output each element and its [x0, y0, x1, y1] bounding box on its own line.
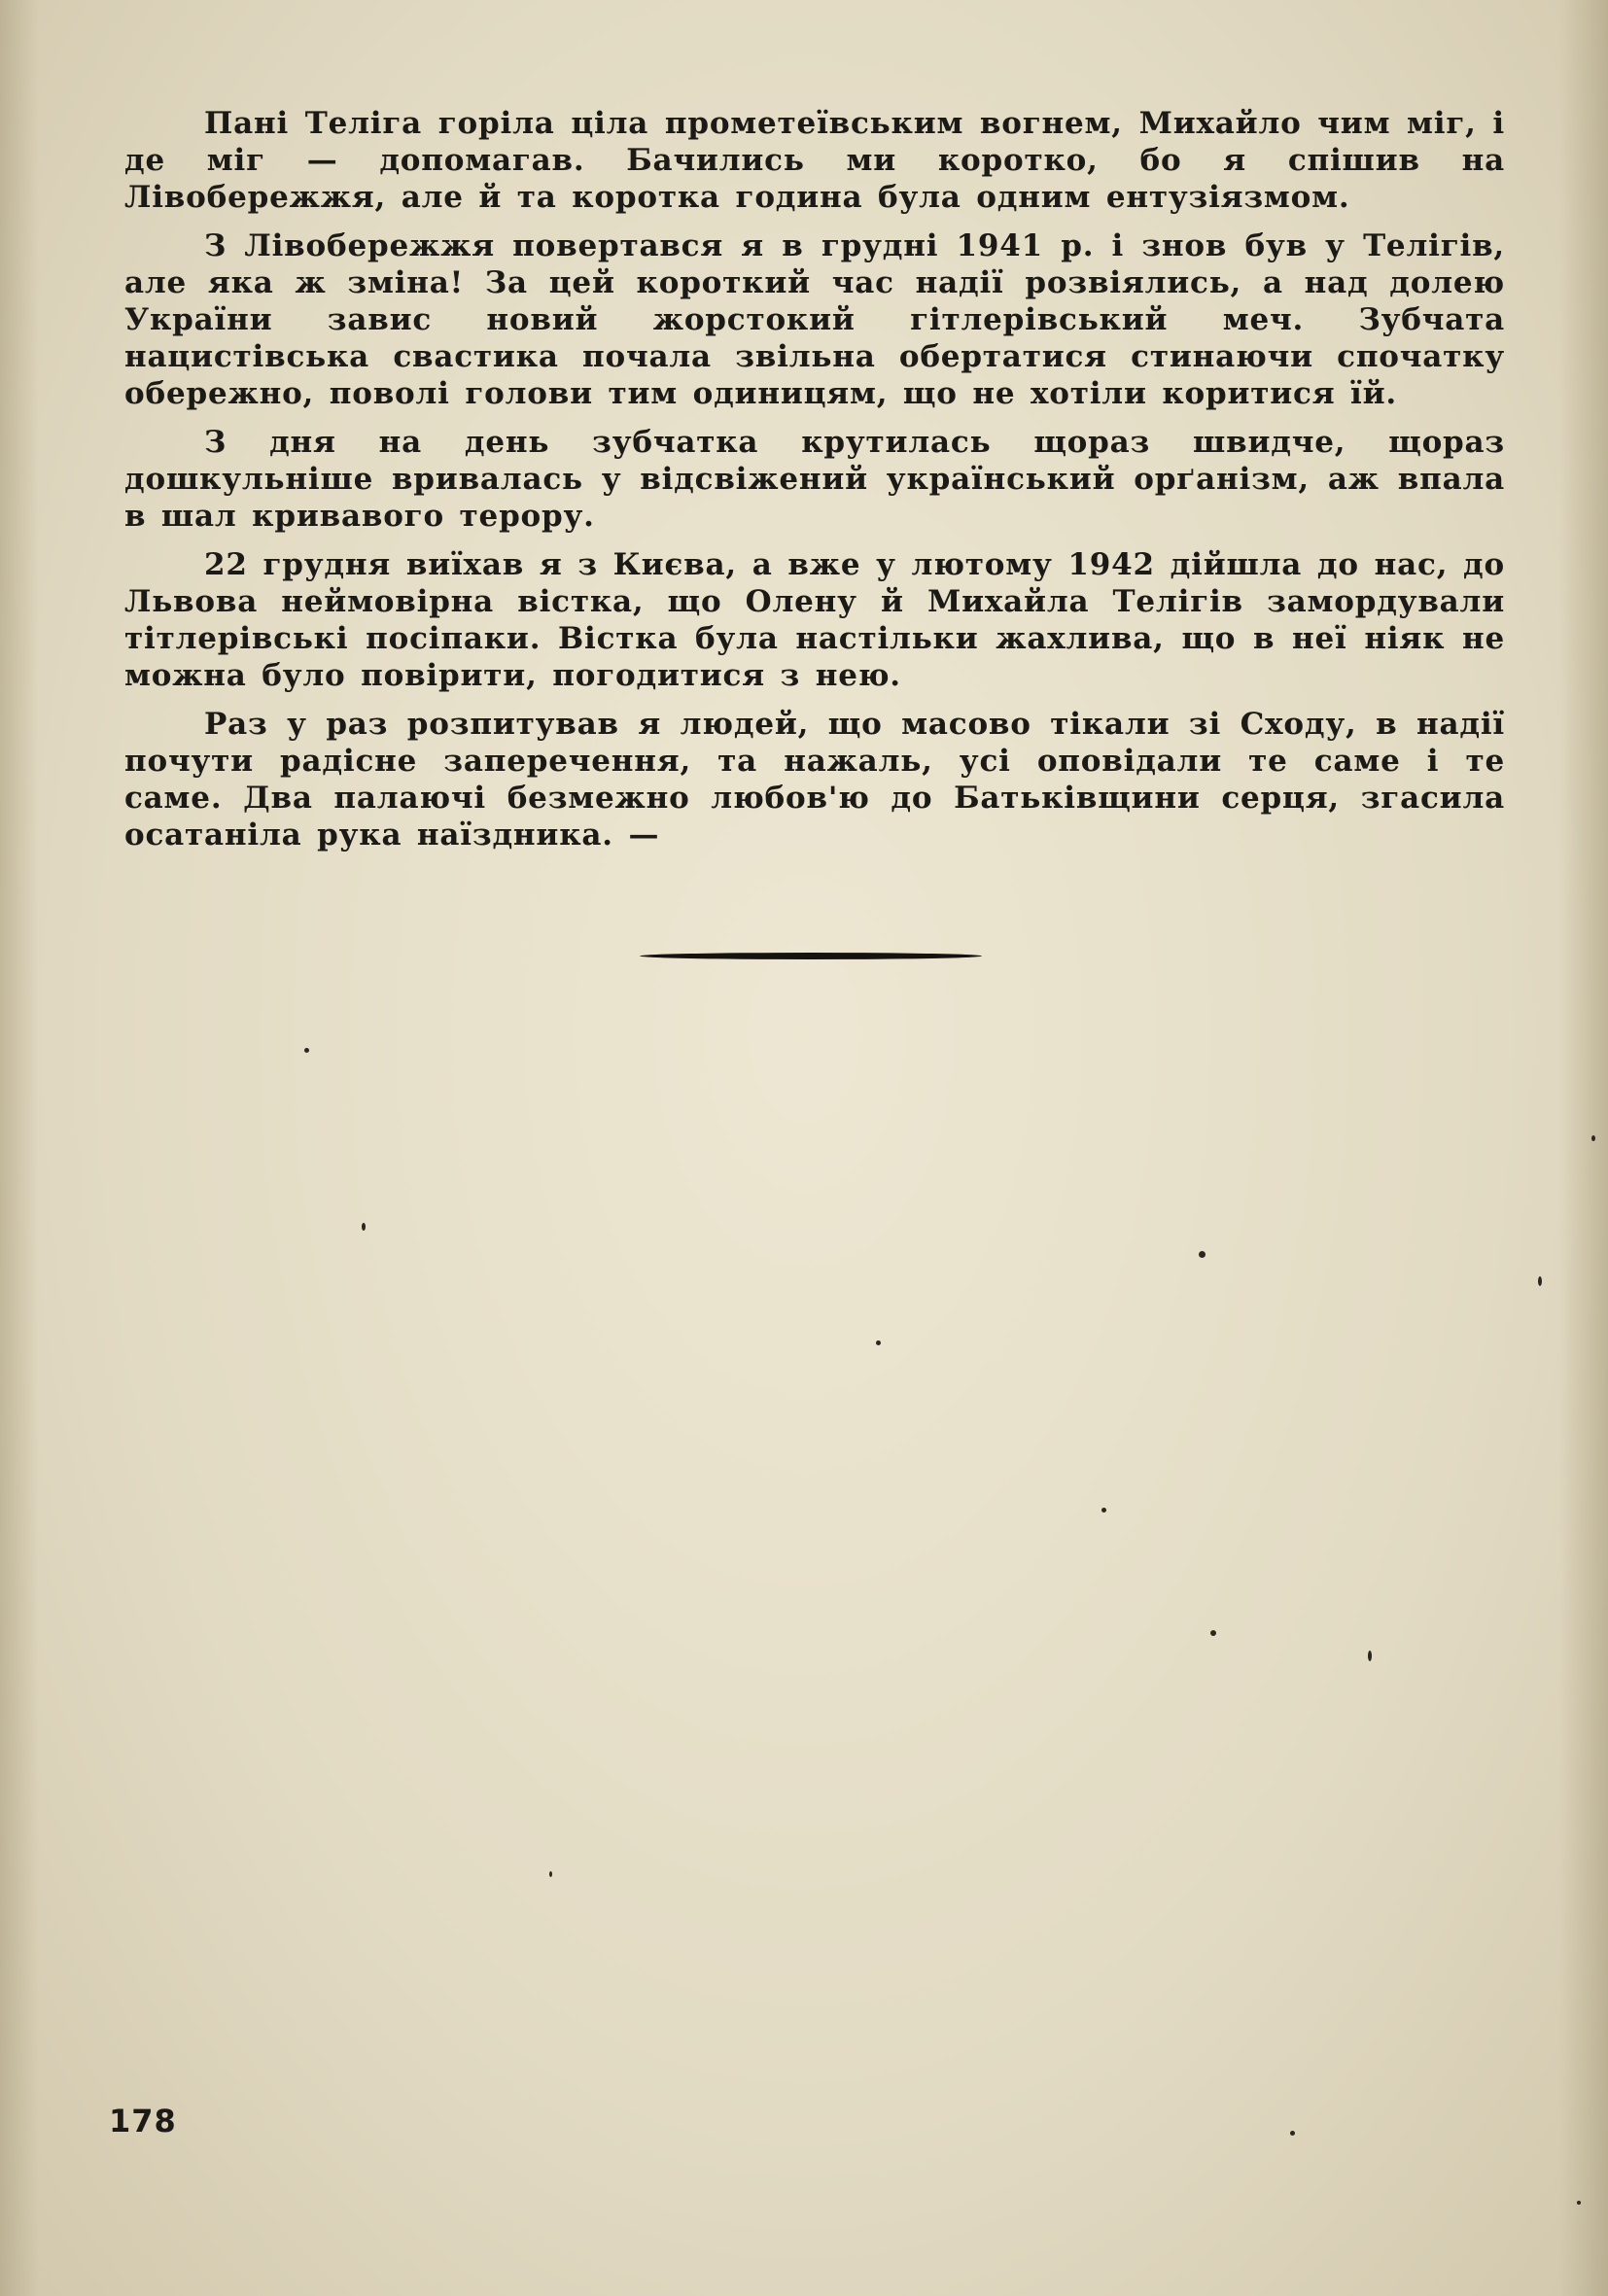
print-speck [1210, 1630, 1216, 1636]
print-speck [1368, 1651, 1372, 1661]
paragraph-3: З дня на день зубчатка крутилась щораз швидче, щораз дошкульніше вривалась у відсвіжений український орґанізм, аж впала в шал кривавого терору. [124, 425, 1505, 534]
print-speck [1199, 1251, 1206, 1258]
paragraph-1: Пані Теліга горіла ціла прометеївським вогнем, Михайло чим міг, і де міг — допомагав. Бачились ми коротко, бо я спішив на Лівобережжя, але й та коротка година була одним ентузіязмом. [124, 106, 1505, 215]
print-speck [304, 1048, 309, 1053]
paragraph-4: 22 грудня виїхав я з Києва, а вже у лютому 1942 дійшла до нас, до Львова неймовірна вістка, що Олену й Михайла Телігів замордували тітлерівські посіпаки. Вістка була настільки жахлива, що в неї ніяк не можна було повірити, погодитися з нею. [124, 547, 1505, 693]
paragraph-5: Раз у раз розпитував я людей, що масово тікали зі Сходу, в надії почути радісне заперечення, та нажаль, усі оповідали те саме і те саме. Два палаючі безмежно любов'ю до Батьківщини серця, згасила осатаніла рука наїздника. — [124, 707, 1505, 852]
print-speck [1101, 1508, 1106, 1513]
paragraph-2: З Лівобережжя повертався я в грудні 1941 р. і знов був у Телігів, але яка ж зміна! За цей короткий час надії розвіялись, а над долею України завис новий жорстокий гітлерівський меч. Зубчата нацистівська свастика почала звільна обертатися стинаючи спочатку обережно, поволі голови тим одиницям, що не хотіли коритися їй. [124, 228, 1505, 411]
print-speck [876, 1340, 881, 1345]
print-speck [549, 1871, 552, 1877]
print-speck [1577, 2201, 1581, 2205]
page-shadow-left [0, 0, 39, 2296]
page-number: 178 [109, 2103, 177, 2139]
print-speck [362, 1223, 366, 1231]
page-shadow-right [1559, 0, 1608, 2296]
body-text [124, 105, 1505, 865]
print-speck [1538, 1276, 1542, 1286]
section-end-rule [640, 953, 982, 959]
print-speck [1290, 2131, 1295, 2136]
print-speck [1591, 1135, 1595, 1141]
